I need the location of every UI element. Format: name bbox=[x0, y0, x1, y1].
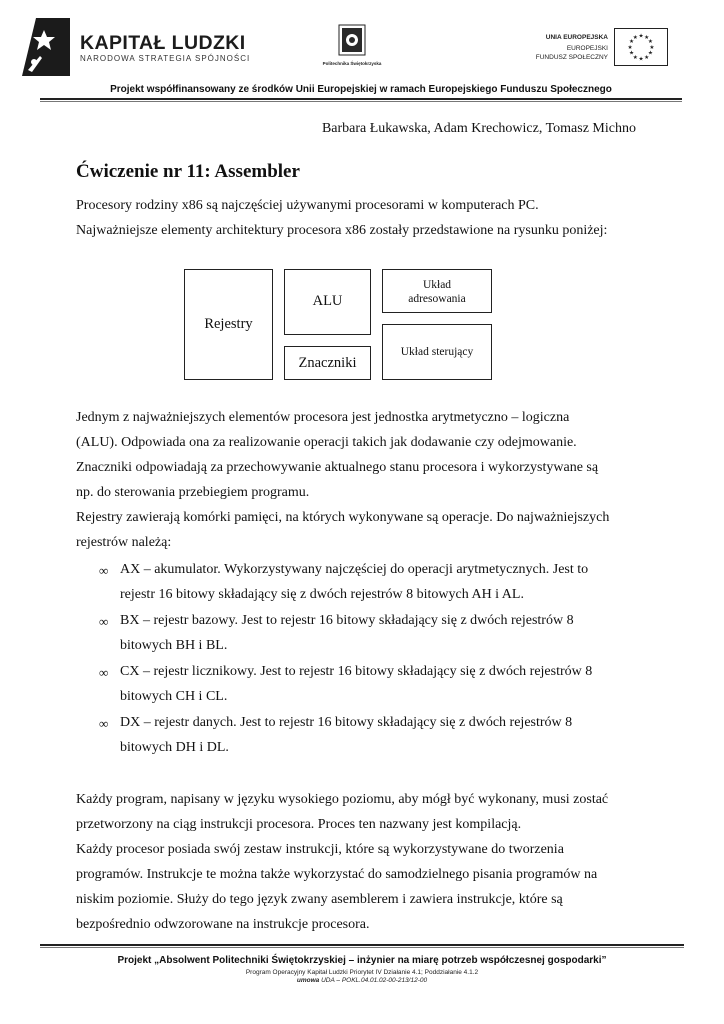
diagram-registers-label: Rejestry bbox=[204, 316, 253, 332]
svg-text:★: ★ bbox=[644, 54, 650, 61]
diagram-flags-box bbox=[284, 346, 371, 380]
paragraph-line: przetworzony na ciąg instrukcji procesora. Proces ten nazwany jest kompilacją. bbox=[76, 817, 522, 832]
bullet-line: bitowych DH i DL. bbox=[120, 740, 229, 755]
footer-contract bbox=[40, 977, 684, 984]
politechnika-logo-icon bbox=[338, 24, 366, 56]
ue-label-2: EUROPEJSKI bbox=[566, 45, 608, 52]
bullet-infinity-icon: ∞ bbox=[99, 665, 109, 680]
diagram-control-box bbox=[382, 324, 492, 380]
paragraph-line: bezpośrednio odwzorowane na instrukcje procesora. bbox=[76, 917, 370, 932]
intro-line: Najważniejsze elementy architektury procesora x86 zostały przedstawione na rysunku poniżej: bbox=[76, 223, 608, 238]
diagram-addressing-label-1: Układ bbox=[422, 278, 452, 291]
diagram-addressing-box bbox=[382, 269, 492, 313]
svg-text:★: ★ bbox=[649, 44, 655, 51]
diagram-flags-label: Znaczniki bbox=[298, 354, 357, 371]
bullet-line: BX – rejestr bazowy. Jest to rejestr 16 bitowy składający się z dwóch rejestrów 8 bbox=[120, 613, 574, 628]
svg-text:★: ★ bbox=[632, 54, 638, 61]
ue-label-3: FUNDUSZ SPOŁECZNY bbox=[535, 54, 608, 61]
paragraph-line: np. do sterowania przebiegiem programu. bbox=[76, 485, 310, 500]
footer-rule-thin bbox=[40, 947, 684, 948]
footer-program: Program Operacyjny Kapitał Ludzki Priorytet IV Działanie 4.1; Poddziałanie 4.1.2 bbox=[245, 969, 479, 976]
intro-line: Procesory rodziny x86 są najczęściej używanymi procesorami w komputerach PC. bbox=[76, 198, 539, 213]
bullet-infinity-icon: ∞ bbox=[99, 614, 109, 629]
paragraph-line: (ALU). Odpowiada ona za realizowanie operacji takich jak dodawanie czy odejmowanie. bbox=[76, 435, 577, 450]
svg-text:★: ★ bbox=[647, 39, 654, 46]
bullet-line: DX – rejestr danych. Jest to rejestr 16 bitowy składający się z dwóch rejestrów 8 bbox=[120, 715, 573, 730]
paragraph-line: programów. Instrukcje te można także wykorzystać do samodzielnego pisania programów na bbox=[76, 867, 598, 882]
footer-rule bbox=[40, 944, 684, 946]
cofinancing-line: Projekt współfinansowany ze środków Unii Europejskiej w ramach Europejskiego Funduszu Społecznego bbox=[110, 84, 612, 95]
bullet-infinity-icon: ∞ bbox=[99, 716, 109, 731]
diagram-registers-box bbox=[184, 269, 273, 380]
kapital-ludzki-subtitle: NARODOWA STRATEGIA SPÓJNOŚCI bbox=[80, 54, 251, 63]
page-title: Ćwiczenie nr 11: Assembler bbox=[76, 161, 300, 182]
header-rule-thin bbox=[40, 101, 682, 102]
ue-label-1: UNIA EUROPEJSKA bbox=[545, 34, 608, 41]
paragraph-line: Każdy program, napisany w języku wysokiego poziomu, aby mógł być wykonany, musi zostać bbox=[76, 792, 609, 807]
svg-text:★: ★ bbox=[628, 50, 635, 57]
diagram-alu-label: ALU bbox=[312, 293, 343, 309]
paragraph-line: niskim poziomie. Służy do tego język zwany asemblerem i zawiera instrukcje, które są bbox=[76, 892, 563, 907]
header-rule bbox=[40, 98, 682, 100]
footer-project: Projekt „Absolwent Politechniki Świętokrzyskiej – inżynier na miarę potrzeb współczesnej gospodarki” bbox=[117, 955, 607, 966]
bullet-line: bitowych BH i BL. bbox=[120, 638, 228, 653]
diagram-alu-box bbox=[284, 269, 371, 335]
bullet-line: CX – rejestr licznikowy. Jest to rejestr 16 bitowy składający się z dwóch rejestrów 8 bbox=[120, 664, 593, 679]
paragraph-line: Każdy procesor posiada swój zestaw instrukcji, które są wykorzystywane do tworzenia bbox=[76, 842, 564, 857]
politechnika-name: Politechnika Świętokrzyska bbox=[322, 61, 382, 66]
svg-text:★: ★ bbox=[628, 39, 635, 46]
diagram-addressing-label-2: adresowania bbox=[408, 293, 466, 305]
footer-contract-label: umowa bbox=[296, 977, 320, 984]
authors: Barbara Łukawska, Adam Krechowicz, Tomasz Michno bbox=[321, 121, 636, 136]
bullet-line: bitowych CH i CL. bbox=[120, 689, 228, 704]
bullet-line: AX – akumulator. Wykorzystywany najczęściej do operacji arytmetycznych. Jest to bbox=[120, 562, 589, 577]
bullet-line: rejestr 16 bitowy składający się z dwóch rejestrów 8 bitowych AH i AL. bbox=[120, 587, 524, 602]
svg-text:★: ★ bbox=[644, 34, 650, 41]
svg-text:★: ★ bbox=[632, 34, 638, 41]
eu-flag-icon bbox=[614, 28, 668, 66]
paragraph-line: Znaczniki odpowiadają za przechowywanie aktualnego stanu procesora i wykorzystywane są bbox=[76, 460, 599, 475]
diagram-control-label: Układ sterujący bbox=[400, 346, 474, 358]
svg-text:★: ★ bbox=[638, 33, 644, 40]
svg-text:★: ★ bbox=[638, 56, 644, 63]
svg-text:★: ★ bbox=[647, 50, 654, 57]
kapital-ludzki-title: KAPITAŁ LUDZKI bbox=[80, 32, 246, 54]
paragraph-line: rejestrów należą: bbox=[76, 535, 172, 550]
kapital-ludzki-logo-icon bbox=[22, 18, 70, 76]
bullet-infinity-icon: ∞ bbox=[99, 563, 109, 578]
paragraph-line: Jednym z najważniejszych elementów procesora jest jednostka arytmetyczno – logiczna bbox=[76, 410, 570, 425]
footer-contract-value: UDA – POKL.04.01.02-00-213/12-00 bbox=[321, 977, 428, 984]
paragraph-line: Rejestry zawierają komórki pamięci, na których wykonywane są operacje. Do najważniejszych bbox=[76, 510, 610, 525]
svg-text:★: ★ bbox=[627, 44, 633, 51]
